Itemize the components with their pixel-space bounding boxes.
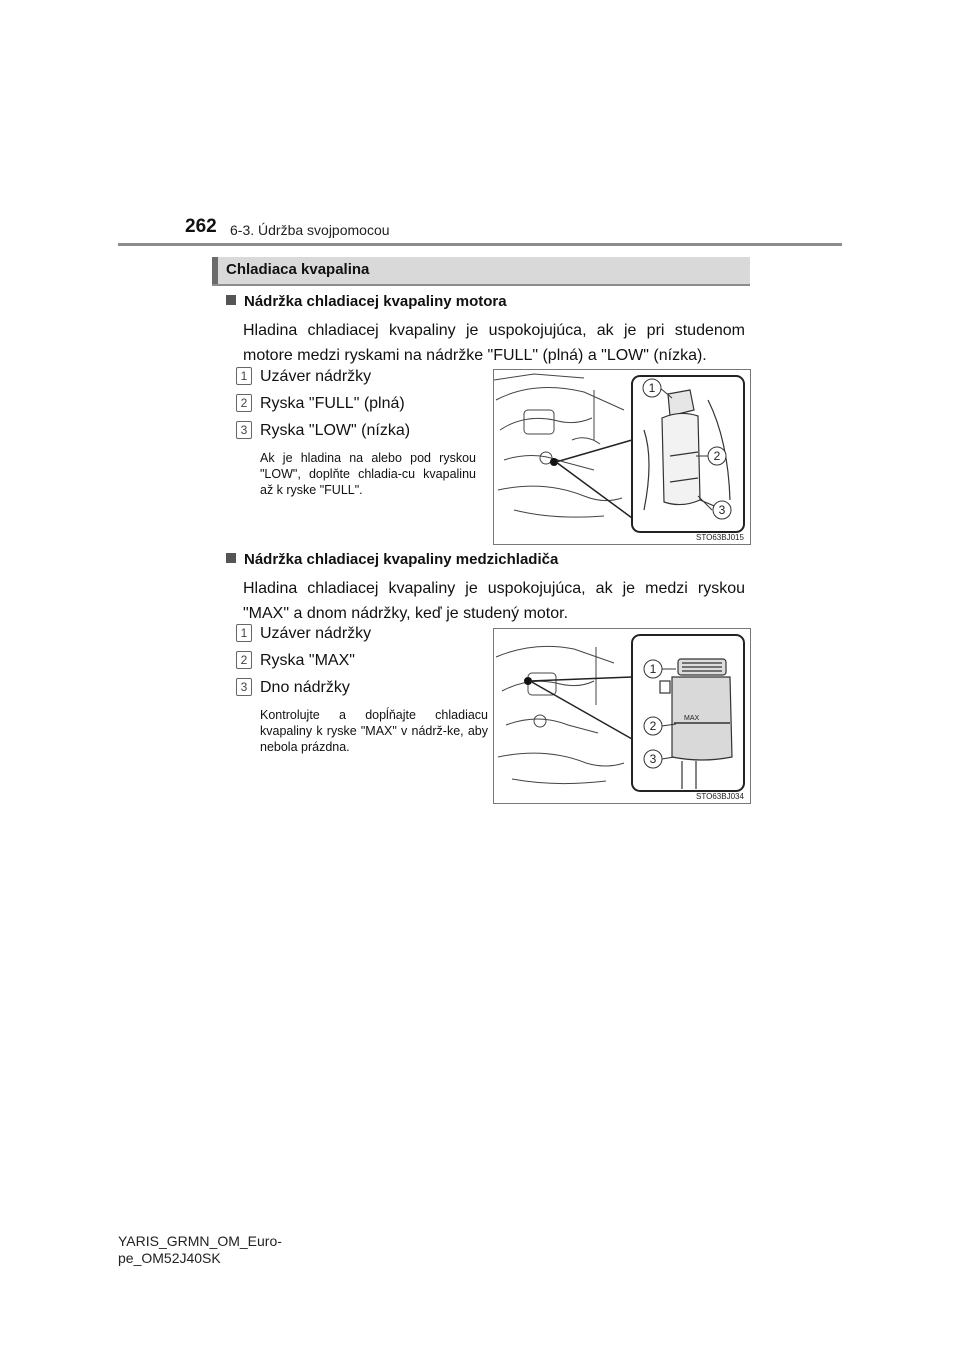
section-bar-marker (212, 257, 218, 284)
subheading-text: Nádržka chladiacej kvapaliny medzichladiča (244, 551, 559, 568)
note-engine-coolant: Ak je hladina na alebo pod ryskou "LOW", doplňte chladia-cu kvapalinu až k ryske "FULL". (260, 451, 476, 497)
engine-bay-illustration-1 (494, 370, 750, 544)
subheading-intercooler-coolant (226, 551, 558, 568)
figure2-callout-3: 3 (649, 752, 657, 766)
section-bar-underline (212, 284, 750, 286)
section-bar (212, 257, 750, 284)
figure2-callout-1: 1 (649, 662, 657, 676)
note-intercooler-coolant: Kontrolujte a dopĺňajte chladiacu kvapaliny k ryske "MAX" v nádrž-ke, aby nebola prázdna. (260, 708, 488, 754)
paragraph-intercooler-coolant: Hladina chladiacej kvapaliny je uspokojujúca, ak je medzi ryskou "MAX" a dnom nádržky, keď je studený motor. (243, 580, 745, 622)
figure1-callout-1: 1 (648, 381, 656, 395)
footer-line-2: pe_OM52J40SK (118, 1250, 221, 1266)
number-2-icon: 2 (236, 651, 252, 669)
chapter-title: 6-3. Údržba svojpomocou (230, 222, 390, 238)
figure-intercooler-coolant-reservoir (493, 628, 751, 804)
item-tank-cap: Uzáver nádržky (260, 368, 372, 385)
item-max-line: Ryska "MAX" (260, 652, 355, 669)
item-tank-bottom: Dno nádržky (260, 679, 350, 696)
square-bullet-icon (226, 553, 236, 563)
page-number: 262 (185, 216, 217, 237)
square-bullet-icon (226, 295, 236, 305)
section-title: Chladiaca kvapalina (226, 261, 370, 278)
figure2-code: STO63BJ034 (696, 792, 744, 801)
number-1-icon: 1 (236, 624, 252, 642)
item-full-line: Ryska "FULL" (plná) (260, 395, 405, 412)
subheading-text: Nádržka chladiacej kvapaliny motora (244, 293, 507, 310)
figure-engine-coolant-reservoir (493, 369, 751, 545)
number-1-icon: 1 (236, 367, 252, 385)
paragraph-engine-coolant: Hladina chladiacej kvapaliny je uspokojujúca, ak je pri studenom motore medzi ryskami na nádržke "FULL" (plná) a "LOW" (nízka). (243, 322, 745, 364)
figure1-callout-2: 2 (713, 449, 721, 463)
figure2-max-label: MAX (684, 715, 700, 722)
number-3-icon: 3 (236, 421, 252, 439)
figure1-callout-3: 3 (718, 503, 726, 517)
number-2-icon: 2 (236, 394, 252, 412)
engine-bay-illustration-2 (494, 629, 750, 803)
number-3-icon: 3 (236, 678, 252, 696)
header-rule (118, 243, 842, 246)
item-tank-cap: Uzáver nádržky (260, 625, 372, 642)
figure1-code: STO63BJ015 (696, 533, 744, 542)
subheading-engine-coolant (226, 293, 507, 310)
item-low-line: Ryska "LOW" (nízka) (260, 422, 411, 439)
document-footer (118, 1233, 378, 1267)
figure2-callout-2: 2 (649, 719, 657, 733)
footer-line-1: YARIS_GRMN_OM_Euro- (118, 1233, 282, 1249)
